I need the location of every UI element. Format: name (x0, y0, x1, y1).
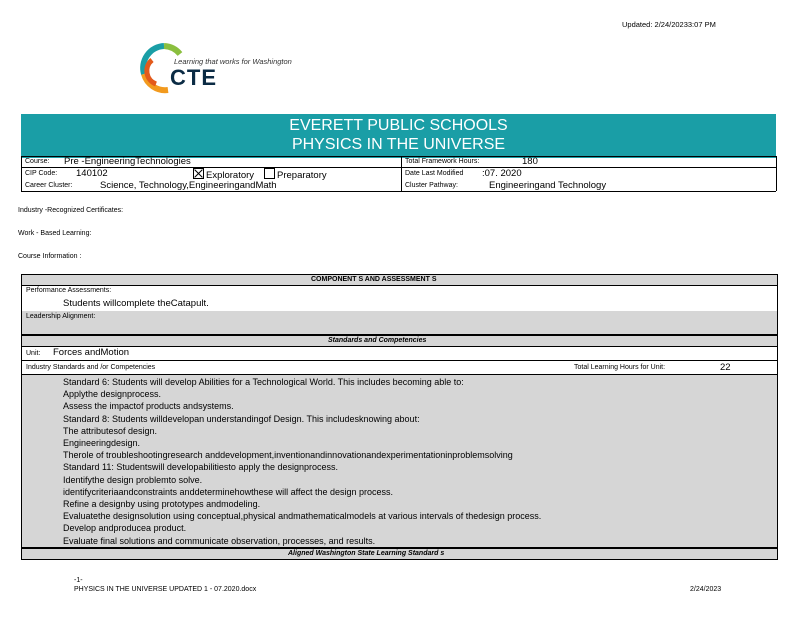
hours-row (21, 361, 778, 375)
cte-logo (134, 40, 304, 96)
standard-item: Therole of troubleshootingresearch anddevelopment,inventionandinnovationandexperimentationinproblemsolving (63, 450, 513, 461)
total-hours-label: Total Framework Hours: (405, 158, 480, 165)
pathway-value: Engineeringand Technology (489, 180, 607, 191)
course-title: PHYSICS IN THE UNIVERSE (291, 136, 506, 153)
exploratory-label: Exploratory (206, 170, 255, 181)
standard-item: Standard 6: Students will develop Abilities for a Technological World. This includes becoming able to: (63, 377, 464, 387)
performance-item: Students willcomplete theCatapult. (63, 298, 209, 309)
industry-standards-label: Industry Standards and /or Competencies (26, 364, 156, 371)
standard-item: Engineeringdesign. (63, 438, 141, 448)
cip-label: CIP Code: (25, 170, 58, 177)
standards-list (21, 375, 778, 548)
standard-item: Standard 8: Students willdevelopan understandingof Design. This includesknowing about: (63, 413, 420, 424)
date-modified-label: Date Last Modified (405, 170, 464, 177)
components-header: COMPONENT S AND ASSESSMENT S (21, 274, 778, 286)
work-based-learning: Work - Based Learning: (18, 230, 92, 237)
aligned-standards-header: Aligned Washington State Learning Standard s (21, 548, 778, 560)
standard-item: Evaluate final solutions and communicate observation, processes, and results. (63, 535, 376, 546)
school-name: EVERETT PUBLIC SCHOOLS (289, 117, 508, 134)
page-number: -1- (74, 577, 83, 584)
unit-hours-value: 22 (720, 362, 731, 373)
title-banner (21, 114, 776, 158)
standard-item: Assess the impactof products andsystems. (63, 401, 234, 412)
footer-date: 2/24/2023 (690, 586, 722, 593)
career-cluster-label: Career Cluster: (25, 182, 73, 189)
standard-item: Applythe designprocess. (63, 389, 162, 400)
industry-certificates: Industry -Recognized Certificates: (18, 207, 124, 214)
career-cluster-value: Science, Technology,EngineeringandMath (100, 180, 277, 191)
leadership-section (21, 311, 778, 335)
logo-tagline: Learning that works for Washington (174, 57, 292, 66)
standard-item: Evaluatethe designsolution using conceptual,physical andmathematicalmodels at various intervals of thedesign process. (63, 511, 542, 522)
course-information: Course Information : (18, 253, 82, 260)
total-hours-value: 180 (522, 156, 538, 167)
unit-label: Unit: (26, 350, 41, 357)
standard-item: The attributesof design. (63, 425, 158, 436)
standard-item: Develop andproducea product. (63, 523, 187, 534)
unit-hours-label: Total Learning Hours for Unit: (574, 364, 666, 371)
standard-item: Refine a designby using prototypes andmodeling. (63, 499, 261, 509)
document-filename: PHYSICS IN THE UNIVERSE UPDATED 1 - 07.2020.docx (74, 586, 257, 593)
standards-header: Standards and Competencies (21, 335, 778, 347)
unit-value: Forces andMotion (53, 347, 130, 358)
pathway-label: Cluster Pathway: (405, 182, 458, 189)
preparatory-label: Preparatory (277, 170, 327, 181)
cip-value: 140102 (76, 168, 108, 179)
leadership-label: Leadership Alignment: (26, 313, 96, 320)
standard-item: Identifythe design problemto solve. (63, 474, 203, 485)
course-value: Pre -EngineeringTechnologies (64, 156, 191, 167)
performance-section (21, 285, 778, 312)
course-label: Course: (25, 158, 50, 165)
exploratory-checkbox[interactable] (193, 168, 204, 179)
standard-item: Standard 11: Studentswill developabilitiesto apply the designprocess. (63, 462, 339, 473)
logo-brand: CTE (170, 65, 217, 90)
standard-item: identifycriteriaandconstraints anddeterminehowthese will affect the design process. (63, 486, 394, 497)
updated-timestamp: Updated: 2/24/20233:07 PM (622, 20, 716, 29)
date-modified-value: :07. 2020 (482, 168, 522, 179)
unit-row (21, 346, 778, 361)
preparatory-checkbox[interactable] (264, 168, 275, 179)
performance-label: Performance Assessments: (26, 287, 112, 294)
